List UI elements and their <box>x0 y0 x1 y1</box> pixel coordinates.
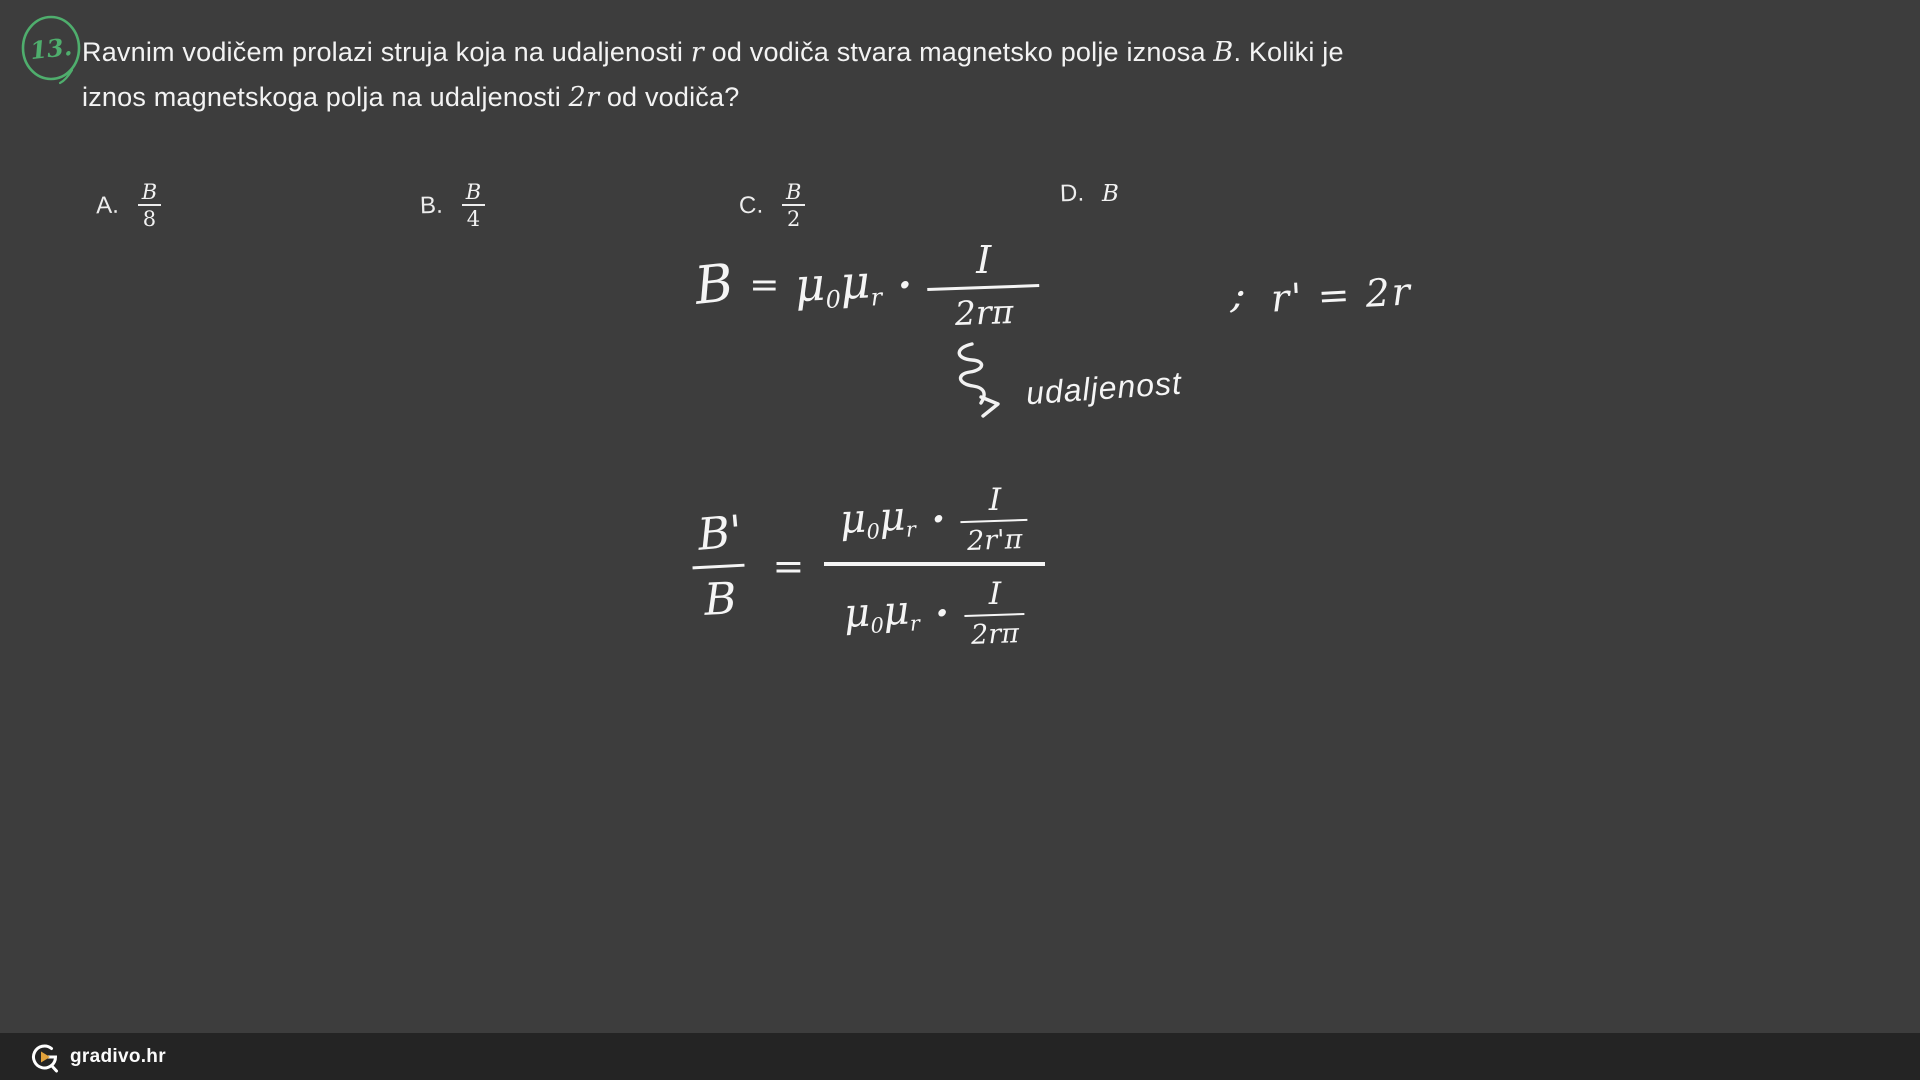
question-number: 13. <box>28 31 74 65</box>
option-b-label: B. <box>419 191 444 220</box>
mu-zero-mu-r: $\mu_0\mu_r$ <box>842 587 921 638</box>
question-number-badge <box>20 14 86 86</box>
big-fraction-denominator <box>824 562 1044 650</box>
formula1-lhs: B <box>691 253 737 317</box>
mu-zero-mu-r: $\mu_0\mu_r$ <box>793 254 884 315</box>
r-prime-definition: r' = 2r <box>1270 269 1414 321</box>
formula-field-definition <box>691 238 1040 334</box>
fraction-numerator: I <box>988 482 1002 518</box>
question-text <box>82 30 1412 120</box>
multiplication-dot: · <box>935 589 950 637</box>
fraction-denominator: 2 <box>782 204 805 231</box>
option-a-fraction <box>137 180 162 231</box>
fraction-denominator: 8 <box>138 204 161 231</box>
formula-ratio <box>688 482 1045 650</box>
ratio-big-fraction <box>824 482 1044 650</box>
option-c-fraction <box>781 180 806 231</box>
option-a <box>96 180 162 231</box>
gradivo-logo-icon <box>30 1041 60 1073</box>
question-line-1: Ravnim vodičem prolazi struja koja na udaljenosti r od vodiča stvara magnetsko polje iznosa B. Koliki je <box>82 37 1344 68</box>
option-c <box>739 180 806 231</box>
option-a-label: A. <box>95 191 120 220</box>
multiplication-dot: · <box>897 261 912 309</box>
fraction-numerator: I <box>988 576 1002 612</box>
fraction-numerator: B <box>141 180 158 204</box>
option-c-label: C. <box>738 191 764 220</box>
distance-annotation: udaljenost <box>1024 364 1183 412</box>
brand-bar <box>0 1033 1920 1080</box>
multiplication-dot: · <box>931 495 946 543</box>
fraction-numerator: B <box>786 180 802 204</box>
fraction-denominator: 2r'π <box>961 519 1029 557</box>
equals-sign: = <box>749 264 780 306</box>
brand-name: gradivo.hr <box>70 1045 166 1067</box>
fraction-numerator: B <box>465 180 482 204</box>
equals-sign: = <box>772 544 805 588</box>
fraction-numerator: B' <box>695 505 745 561</box>
current-over-distance-fraction <box>928 238 1040 332</box>
fraction-denominator: 2rπ <box>927 284 1041 334</box>
squiggle-arrow-icon <box>948 342 1014 426</box>
question-line-2: iznos magnetskoga polja na udaljenosti 2r od vodiča? <box>82 82 740 113</box>
fraction-denominator: 4 <box>462 204 485 231</box>
option-d-label: D. <box>1059 179 1085 208</box>
current-over-distance-fraction <box>965 576 1025 650</box>
fraction-denominator: 2rπ <box>964 613 1025 651</box>
current-over-new-distance-fraction <box>961 482 1028 556</box>
option-d <box>1060 180 1119 208</box>
big-fraction-numerator <box>824 482 1044 556</box>
brand <box>30 1041 166 1073</box>
side-note <box>1229 269 1414 321</box>
option-b-fraction <box>461 180 486 231</box>
b-prime-over-b <box>688 505 752 626</box>
mu-zero-mu-r: $\mu_0\mu_r$ <box>839 493 917 544</box>
option-b <box>420 180 486 231</box>
semicolon: ; <box>1229 271 1248 319</box>
fraction-denominator: B <box>693 563 748 626</box>
fraction-numerator: I <box>976 238 992 282</box>
option-d-value: B <box>1102 181 1119 207</box>
